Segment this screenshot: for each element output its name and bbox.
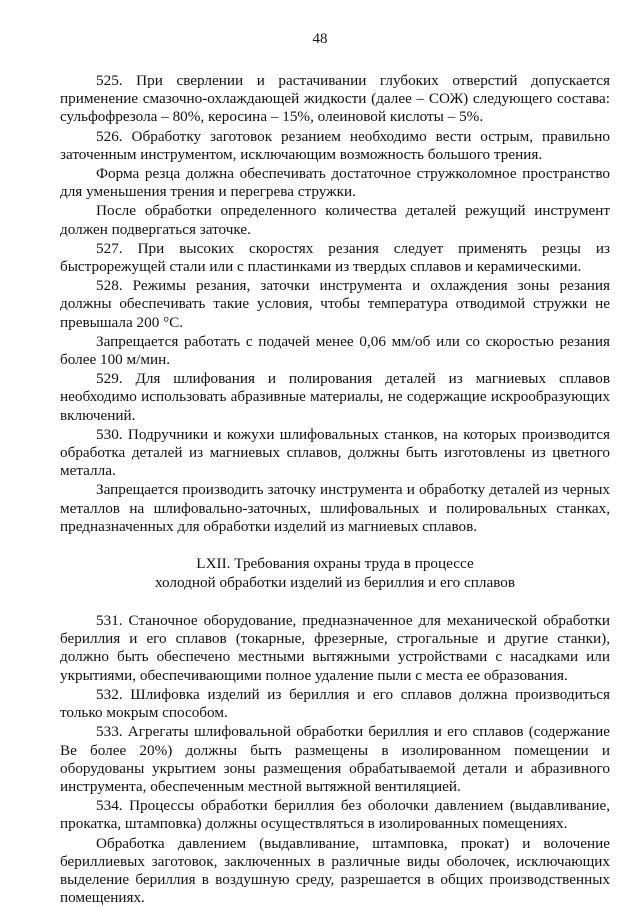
section-heading-line1: LXII. Требования охраны труда в процессе xyxy=(196,555,474,573)
paragraph-526: 526. Обработку заготовок резанием необходимо вести острым, правильно заточенным инструментом, исключающим возможность большого трения. xyxy=(60,127,610,163)
paragraph-534: 534. Процессы обработки бериллия без оболочки давлением (выдавливание, прокатка, штамповка) должны осуществляться в изолированных помещениях. xyxy=(60,797,610,833)
paragraph-526-cutter-shape: Форма резца должна обеспечивать достаточное стружколомное пространство для уменьшения трения и перегрева стружки. xyxy=(60,165,610,201)
paragraph-530-prohibition: Запрещается производить заточку инструмента и обработку деталей из черных металлов на шлифовально-заточных, шлифовальных и полировальных станках, предназначенных для обработки изделий из магниевых сплавов. xyxy=(60,481,610,535)
paragraph-529: 529. Для шлифования и полирования деталей из магниевых сплавов необходимо использовать абразивные материалы, не содержащие искрообразующих включений. xyxy=(60,370,610,424)
paragraph-531: 531. Станочное оборудование, предназначенное для механической обработки бериллия и его сплавов (токарные, фрезерные, строгальные и другие станки), должно быть обеспечено местными вытяжными устройствами с насадками или укрытиями, обеспечивающими полное удаление пыли с места ее образования. xyxy=(60,612,610,684)
paragraph-530: 530. Подручники и кожухи шлифовальных станков, на которых производится обработка деталей из магниевых сплавов, должны быть изготовлены из цветного металла. xyxy=(60,425,610,480)
page-number: 48 xyxy=(312,31,328,47)
paragraph-527: 527. При высоких скоростях резания следует применять резцы из быстрорежущей стали или с пластинками из твердых сплавов и керамическими. xyxy=(60,239,610,276)
paragraph-532: 532. Шлифовка изделий из бериллия и его сплавов должна производиться только мокрым способом. xyxy=(60,685,610,722)
text-block-before xyxy=(60,72,610,536)
text-block-after xyxy=(60,612,610,907)
paragraph-528: 528. Режимы резания, заточки инструмента и охлаждения зоны резания должны обеспечивать такие условия, чтобы температура отводимой стружки не превышала 200 °С. xyxy=(60,277,610,331)
paragraph-528-prohibition: Запрещается работать с подачей менее 0,06 мм/об или со скоростью резания более 100 м/мин. xyxy=(60,332,610,369)
section-heading xyxy=(60,554,610,592)
section-heading-line2: холодной обработки изделий из бериллия и его сплавов xyxy=(154,574,516,592)
paragraph-533: 533. Агрегаты шлифовальной обработки бериллия и его сплавов (содержание Be более 20%) должны быть размещены в изолированном помещении и оборудованы укрытием зоны размещения обрабатываемой детали и абразивного инструмента, обеспеченным местной вытяжной вентиляцией. xyxy=(60,723,610,795)
paragraph-525: 525. При сверлении и растачивании глубоких отверстий допускается применение смазочно-охлаждающей жидкости (далее – СОЖ) следующего состава: сульфофрезола – 80%, керосина – 15%, олеиновой кислоты – 5%. xyxy=(60,72,610,126)
paragraph-534-pressure-processing: Обработка давлением (выдавливание, штамповка, прокат) и волочение бериллиевых заготовок, заключенных в различные виды оболочек, исключающих выделение бериллия в воздушную среду, разрешается в общих производственных помещениях. xyxy=(60,834,610,907)
paragraph-526-sharpening: После обработки определенного количества деталей режущий инструмент должен подвергаться заточке. xyxy=(60,202,610,238)
